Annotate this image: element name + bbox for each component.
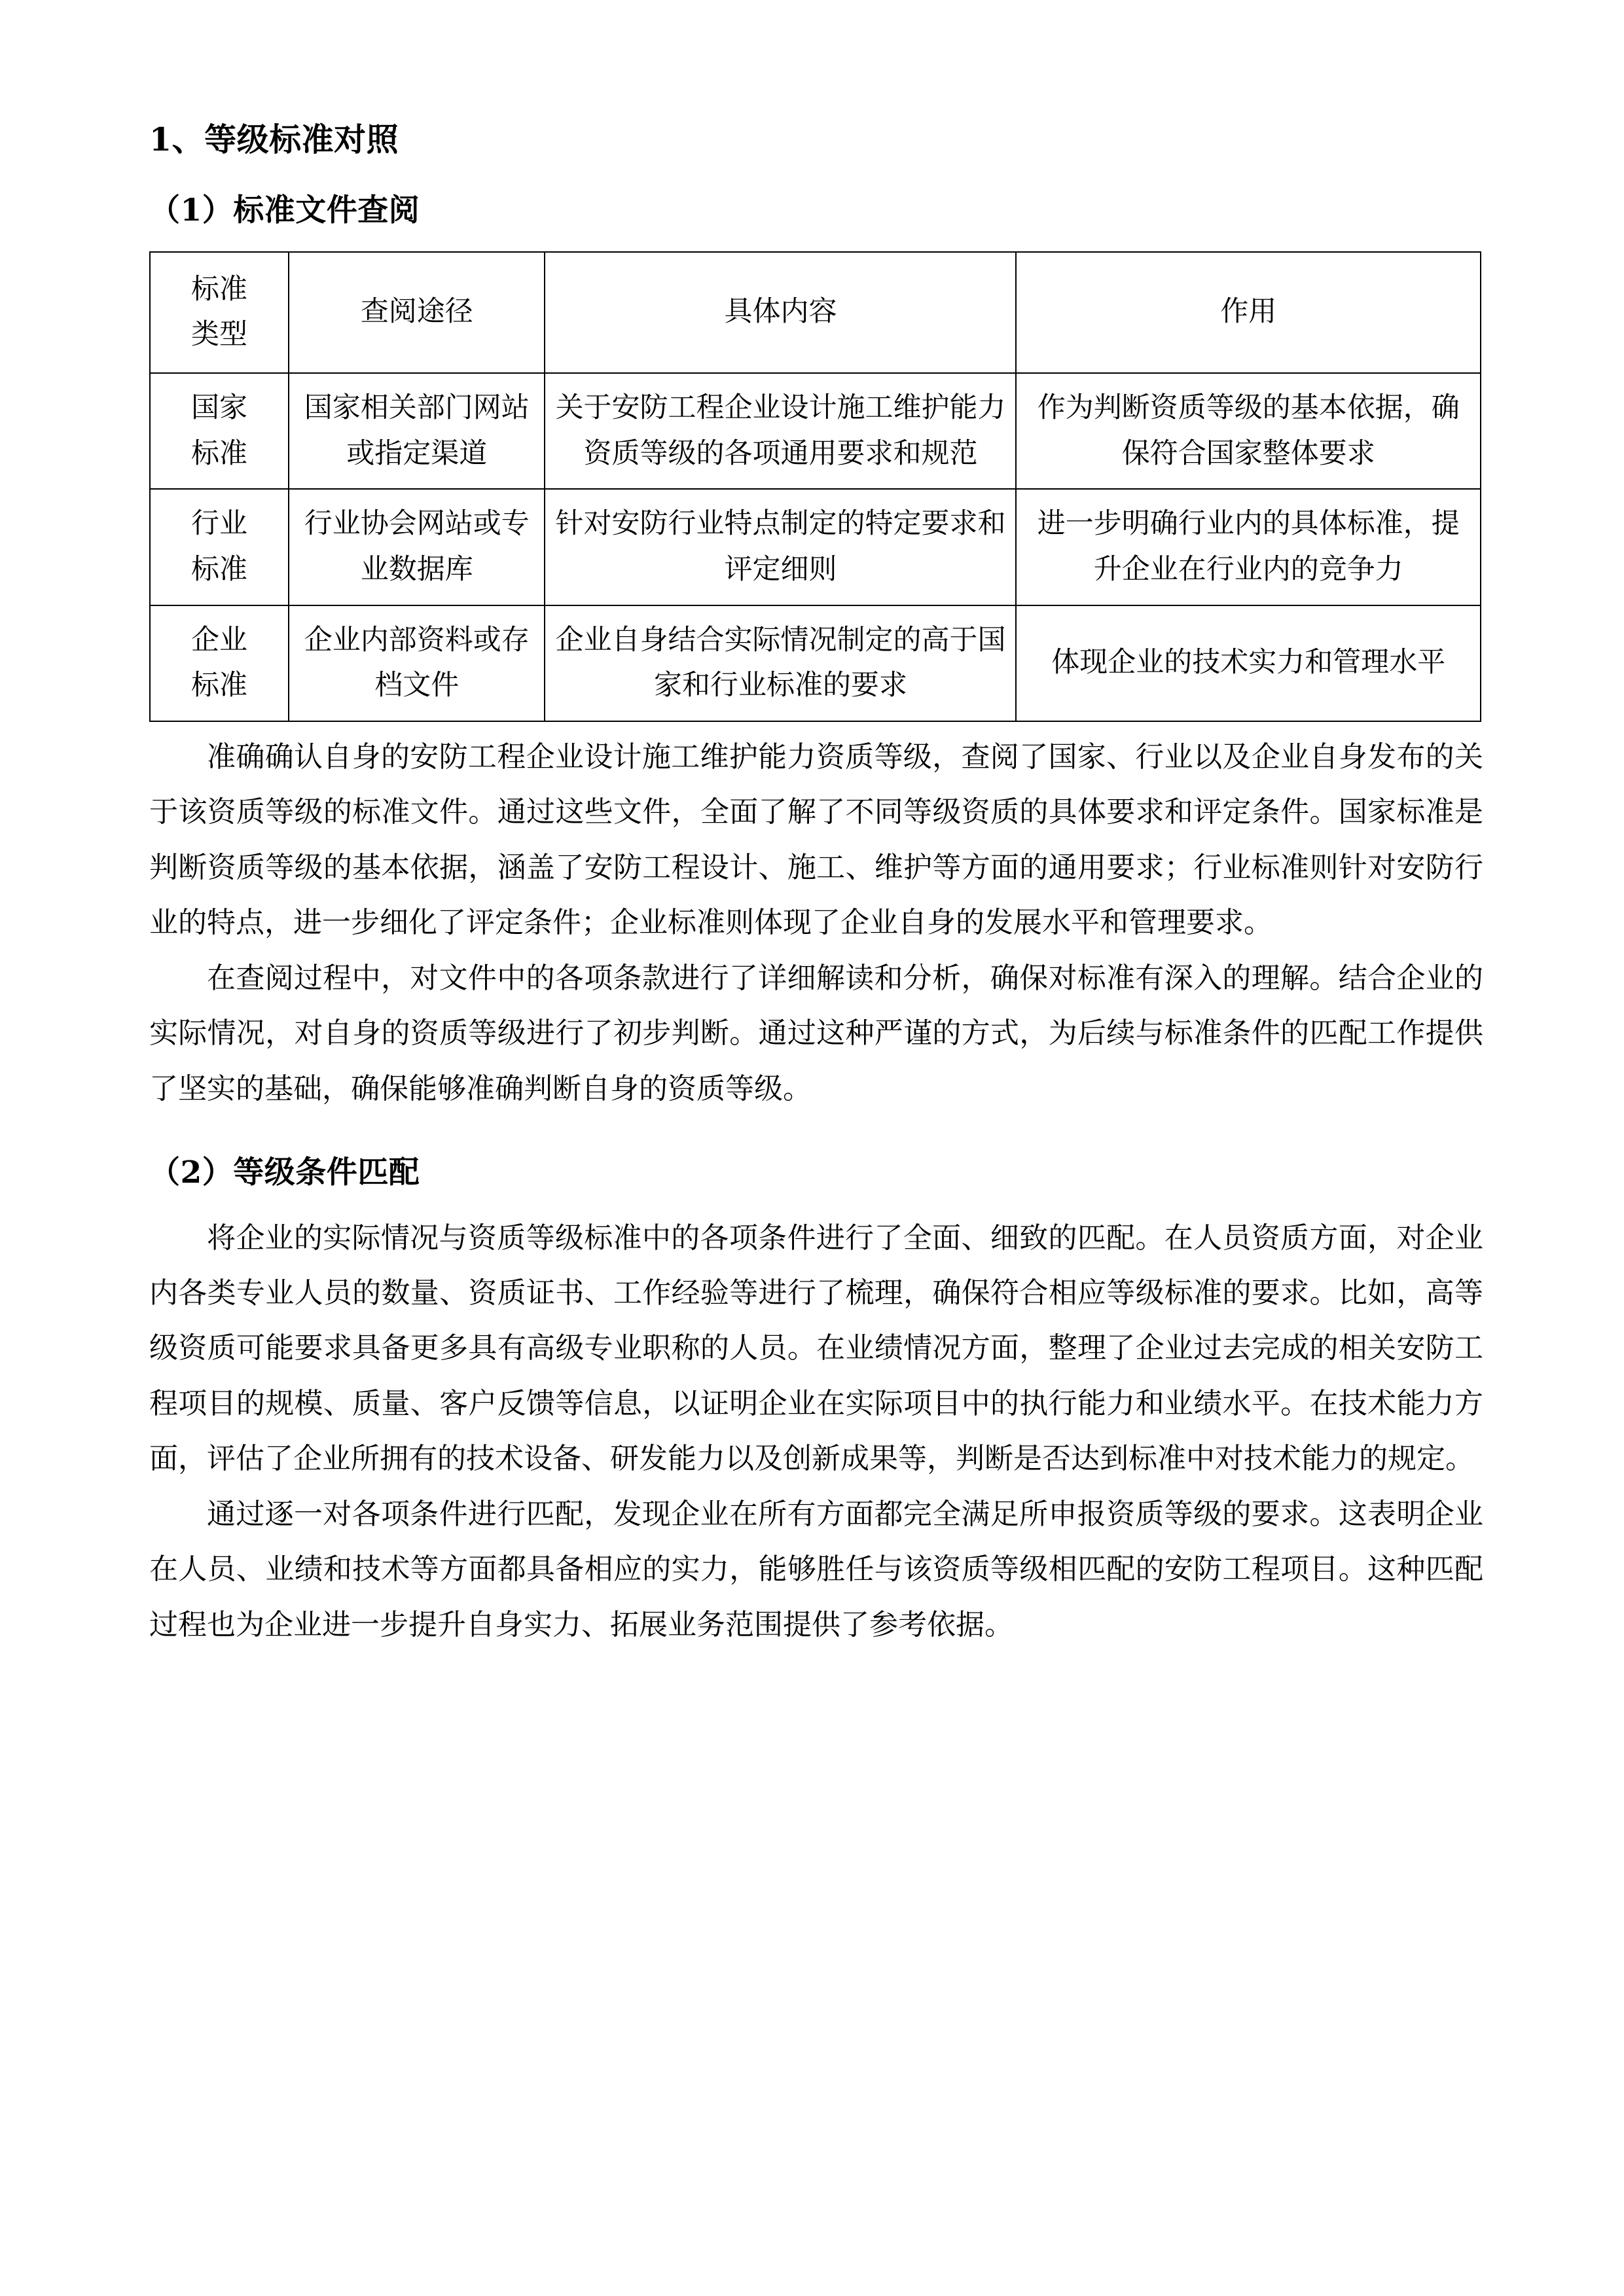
type-line-2: 标准 <box>191 437 247 470</box>
table-row <box>150 605 1481 721</box>
cell-effect: 进一步明确行业内的具体标准，提升企业在行业内的竞争力 <box>1016 489 1481 605</box>
type-line-2: 标准 <box>191 552 247 586</box>
cell-content: 针对安防行业特点制定的特定要求和评定细则 <box>545 489 1016 605</box>
cell-content: 关于安防工程企业设计施工维护能力资质等级的各项通用要求和规范 <box>545 373 1016 489</box>
paragraph-review-process: 在查阅过程中，对文件中的各项条款进行了详细解读和分析，确保对标准有深入的理解。结合企业的实际情况，对自身的资质等级进行了初步判断。通过这种严谨的方式，为后续与标准条件的匹配工作提供了坚实的基础，确保能够准确判断自身的资质等级。 <box>149 961 1483 1105</box>
table-row <box>150 489 1481 605</box>
cell-standard-type <box>150 605 289 721</box>
cell-channel: 行业协会网站或专业数据库 <box>289 489 545 605</box>
table-row <box>150 373 1481 489</box>
header-type-line-2: 类型 <box>191 318 247 351</box>
cell-channel: 国家相关部门网站或指定渠道 <box>289 373 545 489</box>
header-type-line-1: 标准 <box>191 272 247 306</box>
cell-effect: 体现企业的技术实力和管理水平 <box>1016 605 1481 721</box>
paragraph-condition-matching: 将企业的实际情况与资质等级标准中的各项条件进行了全面、细致的匹配。在人员资质方面，对企业内各类专业人员的数量、资质证书、工作经验等进行了梳理，确保符合相应等级标准的要求。比如，高等级资质可能要求具备更多具有高级专业职称的人员。在业绩情况方面，整理了企业过去完成的相关安防工程项目的规模、质量、客户反馈等信息，以证明企业在实际项目中的执行能力和业绩水平。在技术能力方面，评估了企业所拥有的技术设备、研发能力以及创新成果等，判断是否达到标准中对技术能力的规定。 <box>149 1221 1483 1476</box>
paragraph-matching-result: 通过逐一对各项条件进行匹配，发现企业在所有方面都完全满足所申报资质等级的要求。这表明企业在人员、业绩和技术等方面都具备相应的实力，能够胜任与该资质等级相匹配的安防工程项目。这种匹配过程也为企业进一步提升自身实力、拓展业务范围提供了参考依据。 <box>149 1497 1483 1641</box>
standards-comparison-table <box>149 251 1481 722</box>
type-line-1: 国家 <box>191 391 247 424</box>
cell-channel: 企业内部资料或存档文件 <box>289 605 545 721</box>
type-line-2: 标准 <box>191 669 247 702</box>
subsection-1-heading: （1）标准文件查阅 <box>149 192 420 229</box>
header-cell-content: 具体内容 <box>545 252 1016 373</box>
subsection-2-heading: （2）等级条件匹配 <box>149 1155 420 1191</box>
paragraph-standards-review: 准确确认自身的安防工程企业设计施工维护能力资质等级，查阅了国家、行业以及企业自身发布的关于该资质等级的标准文件。通过这些文件，全面了解了不同等级资质的具体要求和评定条件。国家标准是判断资质等级的基本依据，涵盖了安防工程设计、施工、维护等方面的通用要求；行业标准则针对安防行业的特点，进一步细化了评定条件；企业标准则体现了企业自身的发展水平和管理要求。 <box>149 740 1483 940</box>
section-heading: 1、等级标准对照 <box>149 120 399 158</box>
header-cell-channel: 查阅途径 <box>289 252 545 373</box>
header-cell-effect: 作用 <box>1016 252 1481 373</box>
table-header-row <box>150 252 1481 373</box>
type-line-1: 企业 <box>191 623 247 656</box>
cell-content: 企业自身结合实际情况制定的高于国家和行业标准的要求 <box>545 605 1016 721</box>
cell-standard-type <box>150 489 289 605</box>
header-cell-standard-type <box>150 252 289 373</box>
cell-standard-type <box>150 373 289 489</box>
cell-effect: 作为判断资质等级的基本依据，确保符合国家整体要求 <box>1016 373 1481 489</box>
type-line-1: 行业 <box>191 507 247 541</box>
